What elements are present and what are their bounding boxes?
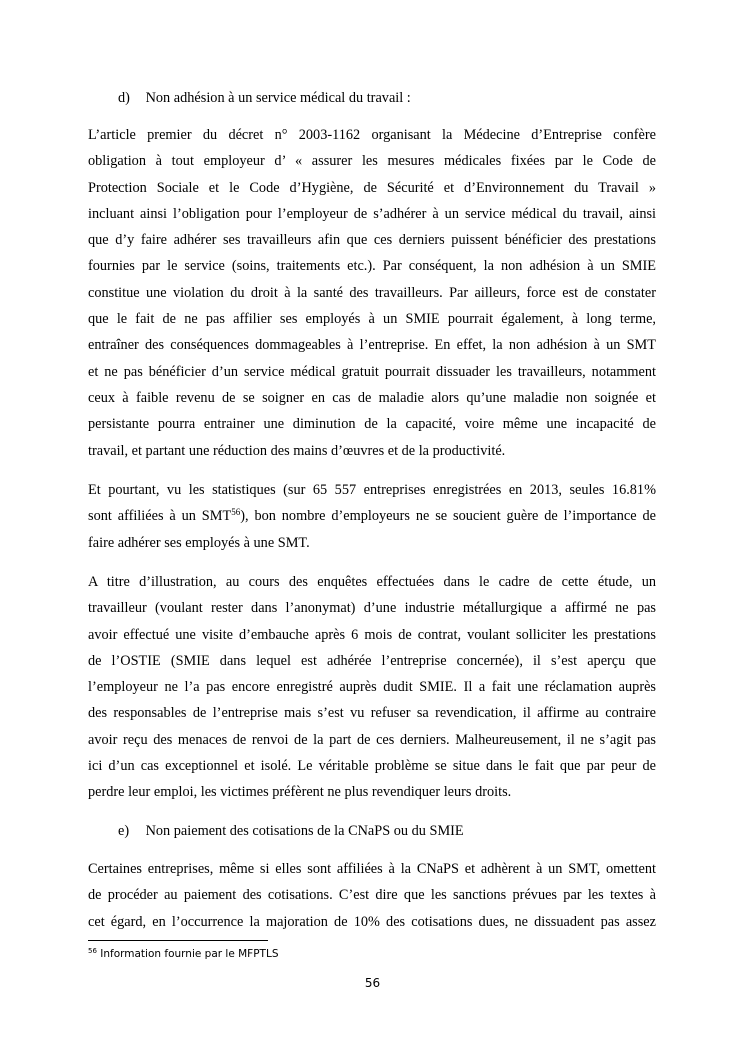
paragraph-line: ceux à faible revenu de se soigner en cas de maladie alors qu’une maladie non soignée et: [88, 389, 656, 406]
paragraph-line: entraîner des conséquences dommageables à l’entreprise. En effet, la non adhésion à un SMT: [88, 337, 656, 354]
paragraph-line: de l’OSTIE (SMIE dans lequel est adhérée l’entreprise concernée), il s’est aperçu que: [88, 652, 656, 669]
section-title: Non adhésion à un service médical du travail :: [145, 90, 411, 106]
paragraph-line: cet égard, en l’occurrence la majoration de 10% des cotisations dues, ne dissuadent pas assez: [88, 913, 656, 930]
page-number: 56: [364, 976, 381, 990]
paragraph-4: [88, 856, 656, 935]
paragraph-line: perdre leur emploi, les victimes préfèrent ne plus revendiquer leurs droits.: [88, 784, 512, 801]
paragraph-line: que le fait de ne pas affilier ses employés à un SMIE pourrait également, à long terme,: [88, 311, 656, 328]
paragraph-line: A titre d’illustration, au cours des enquêtes effectuées dans le cadre de cette étude, un: [88, 574, 656, 590]
paragraph-line: constitue une violation du droit à la santé des travailleurs. Par ailleurs, force est de constater: [88, 284, 656, 301]
paragraph-1: [88, 122, 656, 464]
paragraph-line: Protection Sociale et le Code d’Hygiène, de Sécurité et d’Environnement du Travail »: [88, 179, 656, 196]
section-title: Non paiement des cotisations de la CNaPS ou du SMIE: [145, 823, 464, 839]
paragraph-line: que d’y faire adhérer ses travailleurs afin que ces derniers puissent bénéficier des prestations: [88, 232, 656, 249]
paragraph-line: travail, et partant une réduction des mains d’œuvres et de la productivité.: [88, 442, 506, 459]
paragraph-line: avoir effectué une visite d’embauche après 6 mois de contrat, voulant solliciter les prestations: [88, 626, 656, 643]
paragraph-line: fournies par le service (soins, traitements etc.). Par conséquent, la non adhésion à un SMIE: [88, 258, 656, 275]
footnote-text: Information fournie par le MFPTLS: [96, 948, 279, 960]
paragraph-line: obligation à tout employeur d’ « assurer les mesures médicales fixées par le Code de: [88, 153, 656, 170]
paragraph-line: incluant ainsi l’obligation pour l’employeur de s’adhérer à un service médical du travail, ainsi: [88, 205, 656, 222]
text-fragment: sont affiliées à un SMT: [88, 508, 232, 525]
paragraph-line: persistante pourra entrainer une diminution de la capacité, voire même une incapacité de: [88, 416, 656, 433]
paragraph-line: et ne pas bénéficier d’un service médical gratuit pourrait dissuader les travailleurs, notamment: [88, 363, 656, 380]
footnote-separator: [88, 940, 268, 941]
paragraph-3: [88, 569, 656, 806]
section-number: d): [118, 90, 130, 106]
section-number: e): [118, 823, 130, 839]
paragraph-line: avoir reçu des menaces de renvoi de la part de ces derniers. Malheureusement, il ne s’agit pas: [88, 731, 656, 748]
footnote-reference: 56: [231, 507, 241, 518]
paragraph-line: des responsables de l’entreprise mais s’est vu refuser sa revendication, il affirme au contraire: [88, 705, 656, 722]
footnote-number: 56: [88, 947, 97, 955]
paragraph-line: faire adhérer ses employés à une SMT.: [88, 534, 310, 551]
paragraph-line: Certaines entreprises, même si elles sont affiliées à la CNaPS et adhèrent à un SMT, omettent: [88, 861, 656, 877]
paragraph-line: Et pourtant, vu les statistiques (sur 65 557 entreprises enregistrées en 2013, seules 16.81%: [88, 482, 656, 498]
paragraph-line: l’employeur ne l’a pas encore enregistré auprès dudit SMIE. Il a fait une réclamation auprès: [88, 679, 656, 696]
paragraph-line: de procéder au paiement des cotisations. C’est dire que les sanctions prévues par les textes à: [88, 887, 656, 904]
section-heading-e: [118, 822, 464, 840]
text-fragment: ), bon nombre d’employeurs ne se soucient guère de l’importance de: [240, 508, 656, 525]
paragraph-2: [88, 477, 656, 556]
paragraph-line: [88, 503, 656, 529]
paragraph-line: L’article premier du décret n° 2003-1162 organisant la Médecine d’Entreprise confère: [88, 127, 656, 143]
paragraph-line: travailleur (voulant rester dans l’anonymat) d’une industrie métallurgique a affirmé ne pas: [88, 600, 656, 617]
paragraph-line: ici d’un cas exceptionnel et isolé. Le véritable problème se situe dans le fait que par peur de: [88, 758, 656, 775]
footnote: [88, 947, 278, 961]
section-heading-d: [118, 89, 411, 107]
